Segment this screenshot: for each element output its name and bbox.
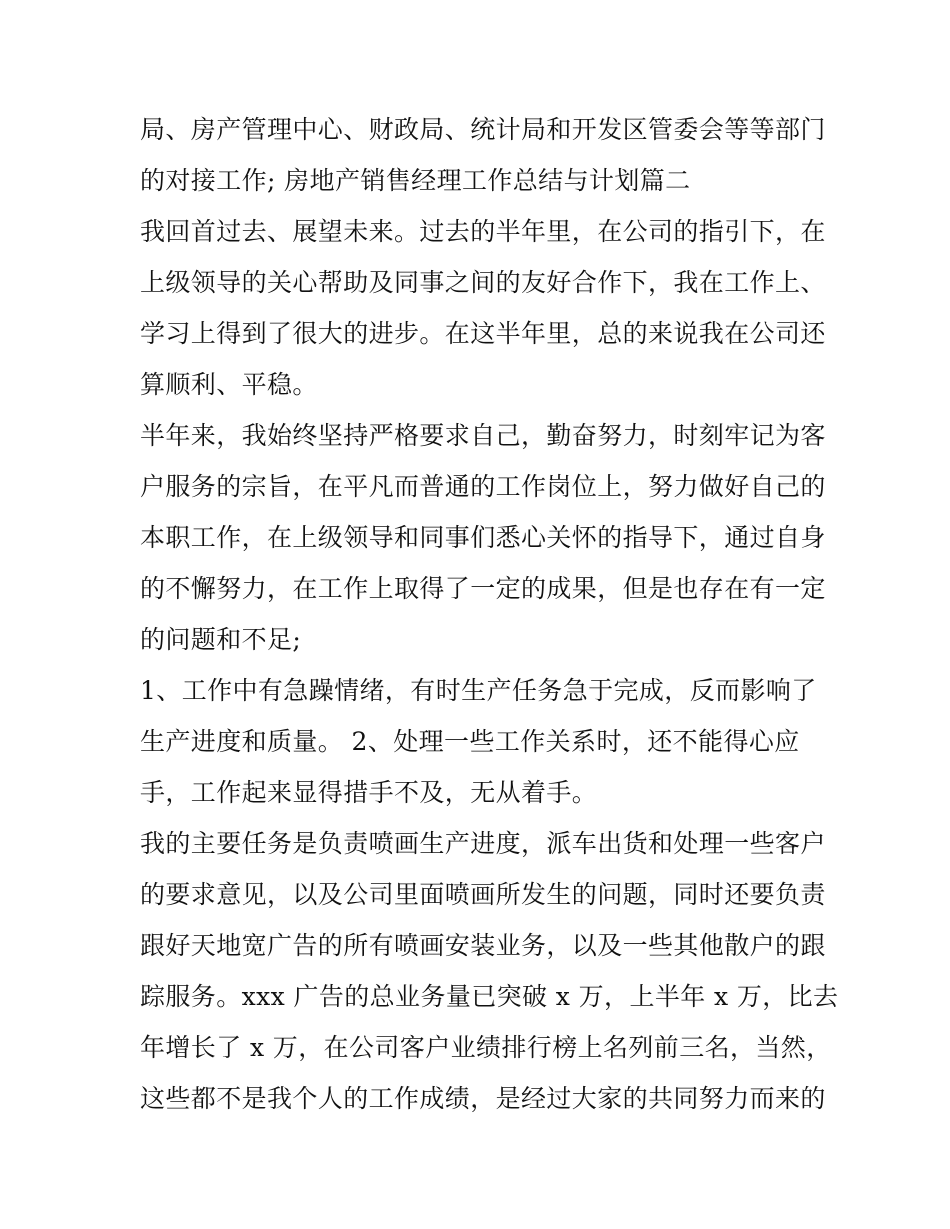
- document-body: [140, 104, 839, 1124]
- text-line: 我回首过去、展望未来。过去的半年里，在公司的指引下，在: [140, 217, 826, 246]
- text-line: 踪服务。xxx 广告的总业务量已突破 x 万，上半年 x 万，比去: [140, 982, 839, 1011]
- text-line: 1、工作中有急躁情绪，有时生产任务急于完成，反而影响了: [140, 676, 817, 705]
- text-line: 这些都不是我个人的工作成绩，是经过大家的共同努力而来的: [140, 1084, 826, 1113]
- text-line: 的不懈努力，在工作上取得了一定的成果，但是也存在有一定: [140, 574, 826, 603]
- text-line: 的对接工作; 房地产销售经理工作总结与计划篇二: [140, 166, 691, 195]
- text-line: 跟好天地宽广告的所有喷画安装业务，以及一些其他散户的跟: [140, 931, 826, 960]
- text-line: 半年来，我始终坚持严格要求自己，勤奋努力，时刻牢记为客: [140, 421, 826, 450]
- text-line: 局、房产管理中心、财政局、统计局和开发区管委会等等部门: [140, 115, 826, 144]
- text-line: 上级领导的关心帮助及同事之间的友好合作下，我在工作上、: [140, 268, 826, 297]
- text-line: 年增长了 x 万，在公司客户业绩排行榜上名列前三名，当然，: [140, 1033, 832, 1062]
- text-line: 户服务的宗旨，在平凡而普通的工作岗位上，努力做好自己的: [140, 472, 826, 501]
- text-line: 的问题和不足;: [140, 625, 302, 654]
- text-line: 生产进度和质量。 2、处理一些工作关系时，还不能得心应: [140, 727, 800, 756]
- text-line: 学习上得到了很大的进步。在这半年里，总的来说我在公司还: [140, 319, 826, 348]
- text-line: 的要求意见，以及公司里面喷画所发生的问题，同时还要负责: [140, 880, 826, 909]
- text-line: 我的主要任务是负责喷画生产进度，派车出货和处理一些客户: [140, 829, 826, 858]
- text-line: 手，工作起来显得措手不及，无从着手。: [140, 778, 598, 807]
- text-line: 本职工作，在上级领导和同事们悉心关怀的指导下，通过自身: [140, 523, 826, 552]
- text-line: 算顺利、平稳。: [140, 370, 318, 399]
